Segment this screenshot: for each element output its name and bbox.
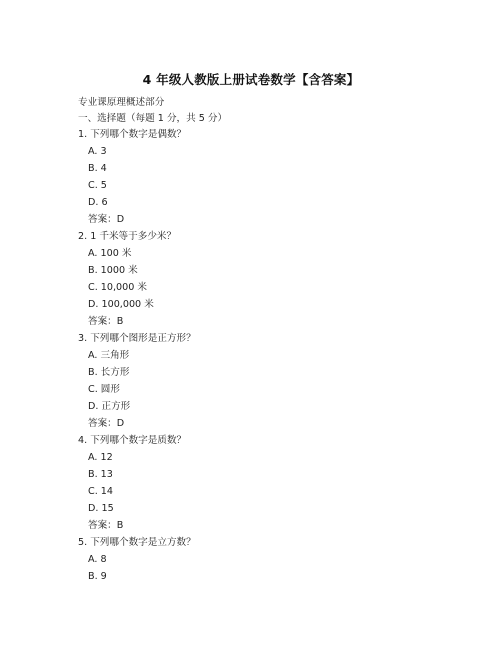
question-option: B. 13 — [88, 469, 113, 480]
question-option: C. 14 — [88, 486, 114, 497]
question-option: B. 9 — [88, 571, 107, 582]
question-option: A. 8 — [88, 554, 107, 565]
question-stem: 3. 下列哪个图形是正方形？ — [78, 333, 196, 344]
subtitle: 专业课原理概述部分 — [78, 97, 165, 108]
answer-line: 答案：D — [88, 214, 125, 225]
question-option: A. 3 — [88, 146, 107, 157]
question-option: C. 10,000 米 — [88, 282, 148, 293]
question-option: B. 1000 米 — [88, 265, 138, 276]
question-stem: 2. 1 千米等于多少米？ — [78, 231, 177, 242]
question-option: B. 4 — [88, 163, 107, 174]
question-option: D. 100,000 米 — [88, 299, 154, 310]
question-option: A. 12 — [88, 452, 113, 463]
question-option: D. 正方形 — [88, 401, 131, 412]
question-stem: 4. 下列哪个数字是质数？ — [78, 435, 187, 446]
question-option: D. 6 — [88, 197, 108, 208]
section-heading: 一、选择题（每题 1 分，共 5 分） — [78, 113, 228, 124]
question-stem: 5. 下列哪个数字是立方数？ — [78, 537, 196, 548]
question-option: A. 三角形 — [88, 350, 130, 361]
answer-line: 答案：D — [88, 418, 125, 429]
question-option: B. 长方形 — [88, 367, 130, 378]
question-stem: 1. 下列哪个数字是偶数？ — [78, 129, 187, 140]
question-option: C. 圆形 — [88, 384, 120, 395]
answer-line: 答案：B — [88, 316, 124, 327]
page-title: 4 年级人教版上册试卷数学【含答案】 — [142, 72, 360, 87]
question-option: A. 100 米 — [88, 248, 132, 259]
question-option: C. 5 — [88, 180, 107, 191]
question-option: D. 15 — [88, 503, 114, 514]
answer-line: 答案：B — [88, 520, 124, 531]
